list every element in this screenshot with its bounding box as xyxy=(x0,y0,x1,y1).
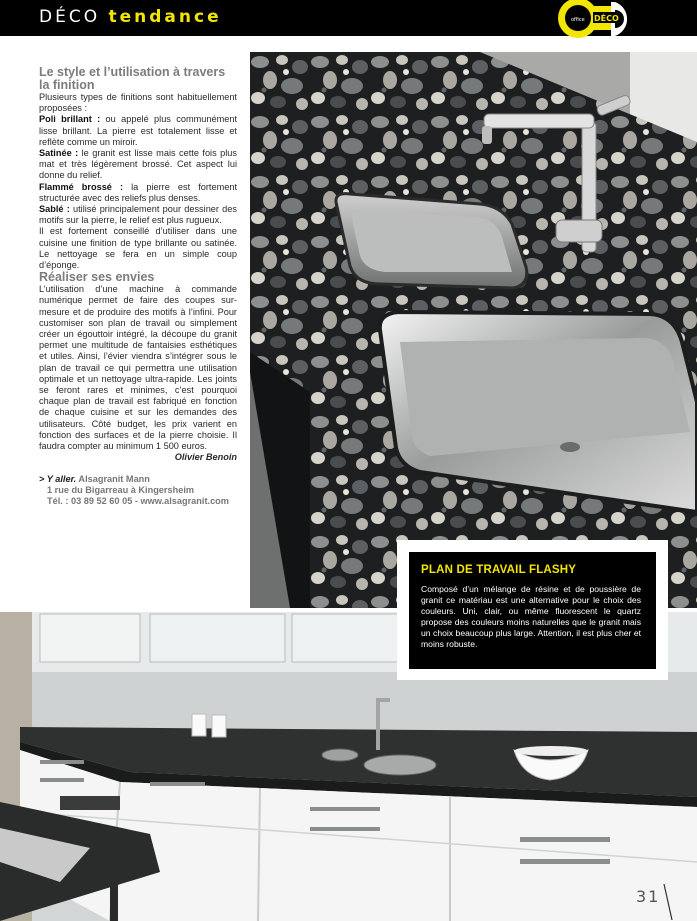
venue-address: 1 rue du Bigarreau à Kingersheim xyxy=(47,484,195,495)
finish-item: Flammé brossé : la pierre est fortement structurée avec des reliefs plus denses. xyxy=(39,181,238,203)
heading-realiser: Réaliser ses envies xyxy=(39,270,155,285)
intro-text: Plusieurs types de finitions sont habituellement proposées : xyxy=(39,92,237,114)
logo-small-text: office xyxy=(571,17,585,23)
body-text: L’utilisation d’une machine à commande numérique permet de faire des coupes sur-mesure et de produire des motifs à l’infini. Pour customiser son plan de travail ou simplement créer un égouttoir intégré, la découpe du granit permet une multitude de fantaisies esthétiques et utiles. Ainsi, l’évier viendra s’intégrer sous le plan de travail ce qui permettra une utilisation optimale et un nettoyage ultra-rapide. Les joints se feront rares et minimes, c’est pourquoi chaque plan de travail est fabriqué en fonction de chaque cuisine et sur les demandes des utilisateurs. Côté budget, les prix varient en fonction des surfaces et de la pierre choisie. Il faudra compter au minimum 1 500 euros. xyxy=(39,284,237,452)
section-label: DÉCO xyxy=(39,7,101,27)
finish-item: Sablé : utilisé principalement pour dessiner des motifs sur la pierre, le relief est plus rugueux. xyxy=(39,204,237,226)
page-number: 31 xyxy=(636,887,661,906)
heading-finishing: Le style et l’utilisation à travers la finition xyxy=(39,65,226,92)
advice-text: Il est fortement conseillé d’utiliser dans une cuisine une finition de type brillante ou satinée. Le nettoyage se fera en un simple coup d’éponge. xyxy=(39,226,237,271)
venue-contact: Tél. : 03 89 52 60 05 - www.alsagranit.com xyxy=(47,495,229,506)
granite-sink-illustration xyxy=(250,52,697,608)
page-number-divider xyxy=(662,884,674,920)
article-column xyxy=(39,66,237,507)
venue-name: Alsagranit Mann xyxy=(76,473,150,484)
venue-label: > Y aller. xyxy=(39,473,77,484)
callout-text: Composé d’un mélange de résine et de poussière de granit ce matériau est une alternative pour le choix des couleurs. Uni, clair, ou même fluorescent le quartz propose des couleurs moins naturelles que le granit mais un choix beaucoup plus large. Attention, il est plus cher et moins robuste. xyxy=(421,584,641,649)
section-title xyxy=(39,7,222,27)
finish-item: Poli brillant : ou appelé plus communément lisse brillant. La pierre est totalement lisse et reflète comme un miroir. xyxy=(39,114,238,147)
callout-box xyxy=(409,552,656,669)
finish-item: Satinée : le granit est lisse mais cette fois plus mat et très légèrement brossé. Cet aspect lui donne du relief. xyxy=(39,148,237,181)
callout-title: PLAN DE TRAVAIL FLASHY xyxy=(421,564,577,576)
logo-large-text: DÉCO xyxy=(594,14,619,23)
venue-info xyxy=(39,474,237,508)
author-name: Olivier Benoin xyxy=(174,452,237,463)
office-deco-logo xyxy=(557,0,639,40)
granite-sink-photo xyxy=(250,52,697,608)
subsection-label: tendance xyxy=(108,7,222,27)
